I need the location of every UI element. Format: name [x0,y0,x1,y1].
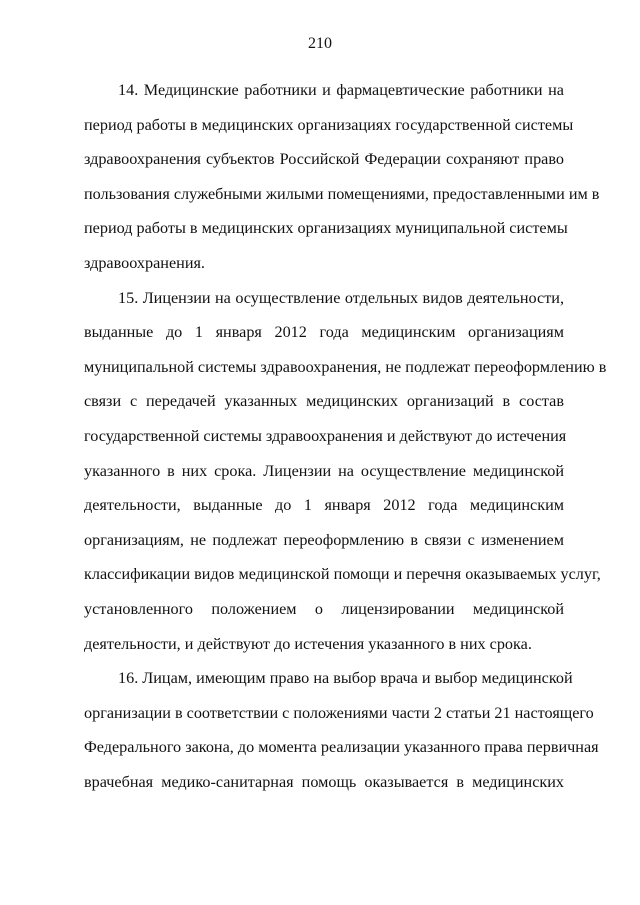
text-line: врачебная медико-санитарная помощь оказывается в медицинских [84,772,564,791]
text-line: организациям, не подлежат переоформлению в связи с изменением [84,530,564,549]
text-line: 14. Медицинские работники и фармацевтические работники на [118,81,564,99]
text-line: деятельности, и действуют до истечения указанного в них срока. [84,634,532,653]
text-line: 16. Лицам, имеющим право на выбор врача и выбор медицинской [118,669,573,688]
text-line: Федерального закона, до момента реализации указанного права первичная [84,738,599,757]
paragraph-14 [84,73,600,281]
page-number: 210 [308,35,332,52]
text-line: связи с передачей указанных медицинских организаций в состав [84,392,564,411]
text-line: здравоохранения субъектов Российской Федерации сохраняют право [84,150,564,169]
text-line: установленного положением о лицензировании медицинской [84,599,564,618]
text-line: выданные до 1 января 2012 года медицинским организациям [84,323,564,342]
text-line: пользования служебными жилыми помещениями, предоставленными им в [84,184,600,203]
text-line: здравоохранения. [84,253,205,272]
text-line: указанного в них срока. Лицензии на осуществление медицинской [84,461,564,480]
text-line: классификации видов медицинской помощи и перечня оказываемых услуг, [84,565,601,584]
paragraph-16 [84,661,599,799]
text-line: период работы в медицинских организациях муниципальной системы [84,219,568,238]
document-body [84,73,607,799]
text-line: деятельности, выданные до 1 января 2012 года медицинским [84,496,564,515]
text-line: период работы в медицинских организациях государственной системы [84,115,574,134]
paragraph-15 [84,281,607,662]
text-line: 15. Лицензии на осуществление отдельных видов деятельности, [118,288,564,307]
text-line: государственной системы здравоохранения и действуют до истечения [84,426,567,445]
text-line: муниципальной системы здравоохранения, не подлежат переоформлению в [84,357,607,376]
text-line: организации в соответствии с положениями части 2 статьи 21 настоящего [84,703,594,722]
